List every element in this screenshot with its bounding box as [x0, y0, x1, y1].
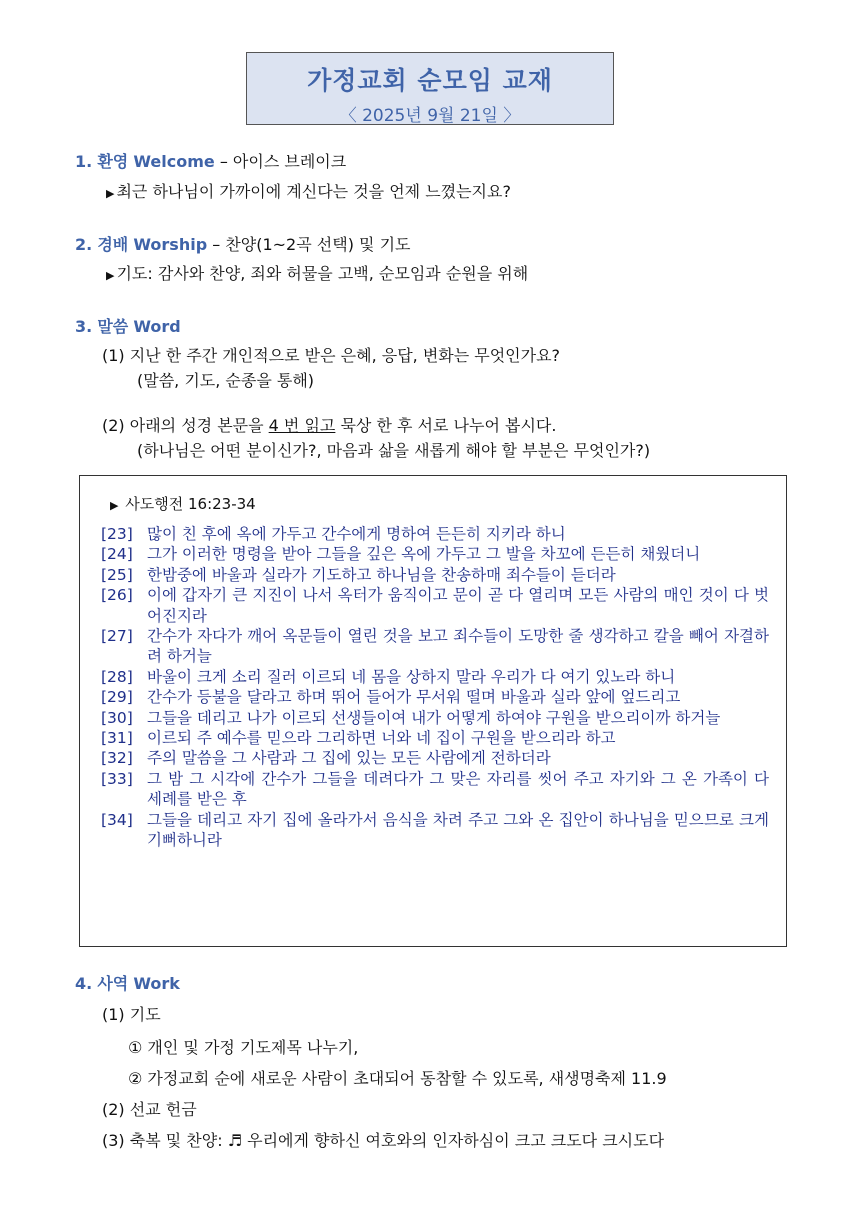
verse-number: [30]: [101, 708, 133, 727]
verse-text: 바울이 크게 소리 질러 이르되 네 몸을 상하지 말라 우리가 다 여기 있노라 하니: [147, 667, 676, 686]
section-3-heading: [75, 317, 181, 337]
verse-number: [23]: [101, 525, 133, 543]
verse-30: [101, 708, 769, 728]
section-2-heading: [75, 235, 410, 255]
verse-23: [101, 524, 769, 544]
verse-32: [101, 748, 769, 768]
scripture-reference-row: [110, 493, 256, 514]
verse-29: [101, 687, 769, 707]
section-4-title-en: Work: [133, 974, 180, 993]
page-date: 〈 2025년 9월 21일 〉: [339, 106, 521, 126]
section-4-item-1-sub-1: ① 개인 및 가정 기도제목 나누기,: [128, 1038, 359, 1057]
section-2-title-en: Worship: [133, 235, 208, 254]
section-3-question-1: (1) 지난 한 주간 개인적으로 받은 은혜, 응답, 변화는 무엇인가요?: [102, 346, 561, 365]
verse-text: 그들을 데리고 나가 이르되 선생들이여 내가 어떻게 하여야 구원을 받으리이까 하거늘: [147, 708, 721, 727]
verse-34: [101, 810, 769, 851]
verse-text: 그 밤 그 시각에 간수가 그들을 데려다가 그 맞은 자리를 씻어 주고 자기와 그 온 가족이 다 세례를 받은 후: [147, 769, 769, 809]
section-3-question-2-emphasis: 4 번 읽고: [268, 416, 336, 435]
verse-24: [101, 544, 769, 564]
verse-text: 이르되 주 예수를 믿으라 그리하면 너와 네 집이 구원을 받으리라 하고: [147, 729, 616, 748]
verse-text: 간수가 등불을 달라고 하며 뛰어 들어가 무서워 떨며 바울과 실라 앞에 엎드리고: [147, 688, 681, 707]
section-3-title-en: Word: [133, 317, 181, 336]
section-4-item-1: (1) 기도: [102, 1005, 161, 1024]
scripture-reference: 사도행전 16:23-34: [125, 495, 256, 513]
section-4-item-1-sub-2: ② 가정교회 순에 새로운 사람이 초대되어 동참할 수 있도록, 새생명축제 11.9: [128, 1069, 667, 1088]
verse-number: [26]: [101, 586, 133, 605]
verse-number: [28]: [101, 667, 133, 686]
verse-text: 이에 갑자기 큰 지진이 나서 옥터가 움직이고 문이 곧 다 열리며 모든 사람의 매인 것이 다 벗어진지라: [147, 586, 769, 625]
section-2-subtitle: – 찬양(1~2곡 선택) 및 기도: [212, 235, 411, 254]
section-2-number: 2.: [75, 235, 93, 254]
verse-number: [24]: [101, 545, 133, 564]
verse-number: [34]: [101, 810, 133, 829]
verse-text: 주의 말씀을 그 사람과 그 집에 있는 모든 사람에게 전하더라: [147, 749, 551, 768]
section-3-number: 3.: [75, 317, 93, 336]
section-1-heading: [75, 152, 346, 172]
section-3-question-2-prefix: (2) 아래의 성경 본문을: [102, 416, 269, 435]
section-3-question-2-suffix: 묵상 한 후 서로 나누어 봅시다.: [335, 416, 557, 435]
section-3-question-2: [102, 416, 556, 436]
section-1-question-row: [106, 182, 511, 204]
section-4-number: 4.: [75, 974, 93, 993]
verse-25: [101, 565, 769, 585]
section-4-item-3-prefix: (3) 축복 및 찬양:: [102, 1131, 228, 1150]
section-1-question: 최근 하나님이 가까이에 계신다는 것을 언제 느꼈는지요?: [116, 182, 511, 201]
triangle-right-icon: ▶: [106, 269, 115, 282]
section-1-subtitle: – 아이스 브레이크: [219, 152, 347, 171]
title-box: [246, 52, 614, 125]
triangle-right-icon: ▶: [106, 187, 115, 200]
verse-number: [32]: [101, 749, 133, 768]
section-3-question-1-note: (말씀, 기도, 순종을 통해): [137, 371, 315, 390]
scripture-verses: [101, 524, 769, 851]
page-title: 가정교회 순모임 교재: [307, 66, 553, 95]
section-3-title-ko: 말씀: [97, 317, 129, 336]
verse-text: 그들을 데리고 자기 집에 올라가서 음식을 차려 주고 그와 온 집안이 하나님을 믿으므로 크게 기뻐하니라: [147, 810, 769, 850]
verse-text: 간수가 자다가 깨어 옥문들이 열린 것을 보고 죄수들이 도망한 줄 생각하고 칼을 빼어 자결하려 하거늘: [147, 627, 769, 666]
triangle-right-icon: ▶: [110, 499, 119, 512]
verse-text: 그가 이러한 명령을 받아 그들을 깊은 옥에 가두고 그 발을 차꼬에 든든히 채웠더니: [147, 545, 701, 564]
section-1-title-en: Welcome: [133, 152, 215, 171]
section-2-prayer-row: [106, 264, 528, 286]
section-1-title-ko: 환영: [97, 152, 129, 171]
verse-text: 한밤중에 바울과 실라가 기도하고 하나님을 찬송하매 죄수들이 듣더라: [147, 565, 616, 584]
section-2-title-ko: 경배: [97, 235, 129, 254]
verse-28: [101, 667, 769, 687]
verse-number: [29]: [101, 688, 133, 707]
verse-26: [101, 585, 769, 626]
section-2-prayer: 기도: 감사와 찬양, 죄와 허물을 고백, 순모임과 순원을 위해: [116, 264, 529, 283]
verse-number: [31]: [101, 729, 133, 748]
music-note-icon: ♬: [227, 1131, 243, 1150]
verse-33: [101, 769, 769, 810]
verse-number: [27]: [101, 627, 133, 646]
section-3-question-2-note: (하나님은 어떤 분이신가?, 마음과 삶을 새롭게 해야 할 부분은 무엇인가?): [137, 441, 651, 460]
section-4-item-3: [102, 1131, 664, 1151]
section-4-title-ko: 사역: [97, 974, 129, 993]
verse-number: [25]: [101, 565, 133, 584]
section-1-number: 1.: [75, 152, 93, 171]
verse-27: [101, 626, 769, 667]
section-4-heading: [75, 974, 180, 994]
section-4-item-2: (2) 선교 헌금: [102, 1100, 197, 1119]
verse-31: [101, 728, 769, 748]
verse-number: [33]: [101, 769, 133, 788]
section-4-item-3-text: 우리에게 향하신 여호와의 인자하심이 크고 크도다 크시도다: [247, 1131, 665, 1150]
verse-text: 많이 친 후에 옥에 가두고 간수에게 명하여 든든히 지키라 하니: [147, 525, 566, 543]
